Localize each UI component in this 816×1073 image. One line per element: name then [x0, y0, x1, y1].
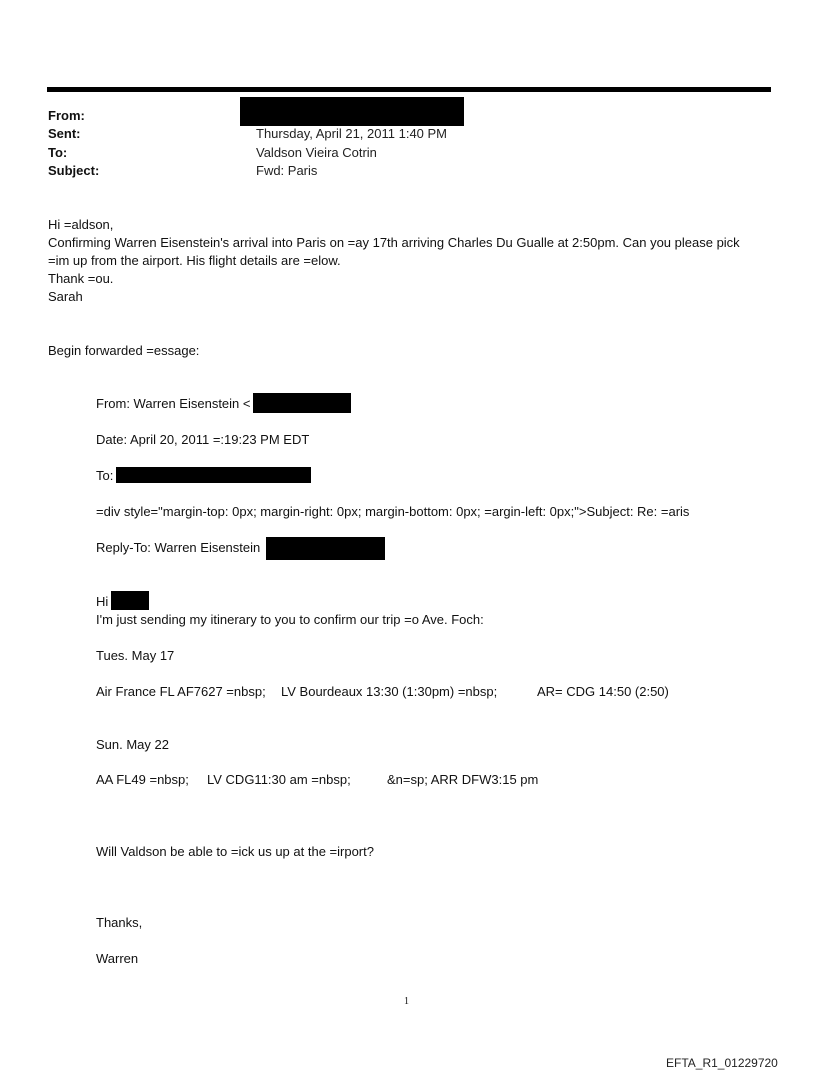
- flight-2-departure: LV CDG11:30 am =nbsp;: [207, 772, 351, 787]
- day-2: Sun. May 22: [96, 737, 169, 752]
- forwarded-intro: Begin forwarded =essage:: [48, 343, 200, 358]
- header-rule: [47, 87, 771, 92]
- forwarded-to: To:: [96, 468, 114, 483]
- redacted-reply-to: [266, 537, 385, 560]
- document-id: EFTA_R1_01229720: [666, 1056, 778, 1070]
- message-thanks: Thank =ou.: [48, 271, 114, 286]
- redacted-from-email: [253, 393, 351, 413]
- flight-1-departure: LV Bourdeaux 13:30 (1:30pm) =nbsp;: [281, 684, 498, 699]
- greeting: Hi =aldson,: [48, 217, 114, 232]
- subject-label: Subject:: [48, 163, 100, 178]
- pickup-question: Will Valdson be able to =ick us up at the =irport?: [96, 844, 374, 859]
- flight-1-arrival: AR= CDG 14:50 (2:50): [537, 684, 669, 699]
- sender-name: Warren: [96, 951, 139, 966]
- message-signature: Sarah: [48, 289, 83, 304]
- forwarded-date: Date: April 20, 2011 =:19:23 PM EDT: [96, 432, 310, 447]
- itinerary-intro: I'm just sending my itinerary to you to confirm our trip =o Ave. Foch:: [96, 612, 484, 627]
- page-number: 1: [404, 996, 409, 1007]
- sent-value: Thursday, April 21, 2011 1:40 PM: [256, 126, 448, 141]
- forwarded-from: From: Warren Eisenstein <: [96, 396, 251, 411]
- sent-label: Sent:: [48, 126, 81, 141]
- message-line-1: Confirming Warren Eisenstein's arrival into Paris on =ay 17th arriving Charles Du Gualle at 2:50pm. Can you please pick: [48, 235, 740, 250]
- closing: Thanks,: [96, 915, 143, 930]
- forwarded-div-line: =div style="margin-top: 0px; margin-right: 0px; margin-bottom: 0px; =argin-left: 0px;">Subject: Re: =aris: [96, 504, 690, 519]
- flight-2-arrival: &n=sp; ARR DFW3:15 pm: [387, 772, 539, 787]
- forwarded-hi: Hi: [96, 594, 109, 609]
- from-label: From:: [48, 108, 85, 123]
- flight-1-carrier: Air France FL AF7627 =nbsp;: [96, 684, 266, 699]
- redacted-recipient-name: [111, 591, 149, 610]
- redacted-from: [240, 97, 464, 126]
- message-line-2: =im up from the airport. His flight details are =elow.: [48, 253, 341, 268]
- forwarded-reply-to: Reply-To: Warren Eisenstein: [96, 540, 261, 555]
- subject-value: Fwd: Paris: [256, 163, 318, 178]
- day-1: Tues. May 17: [96, 648, 175, 663]
- to-value: Valdson Vieira Cotrin: [256, 145, 377, 160]
- flight-2-carrier: AA FL49 =nbsp;: [96, 772, 189, 787]
- to-label: To:: [48, 145, 68, 160]
- redacted-to: [116, 467, 311, 483]
